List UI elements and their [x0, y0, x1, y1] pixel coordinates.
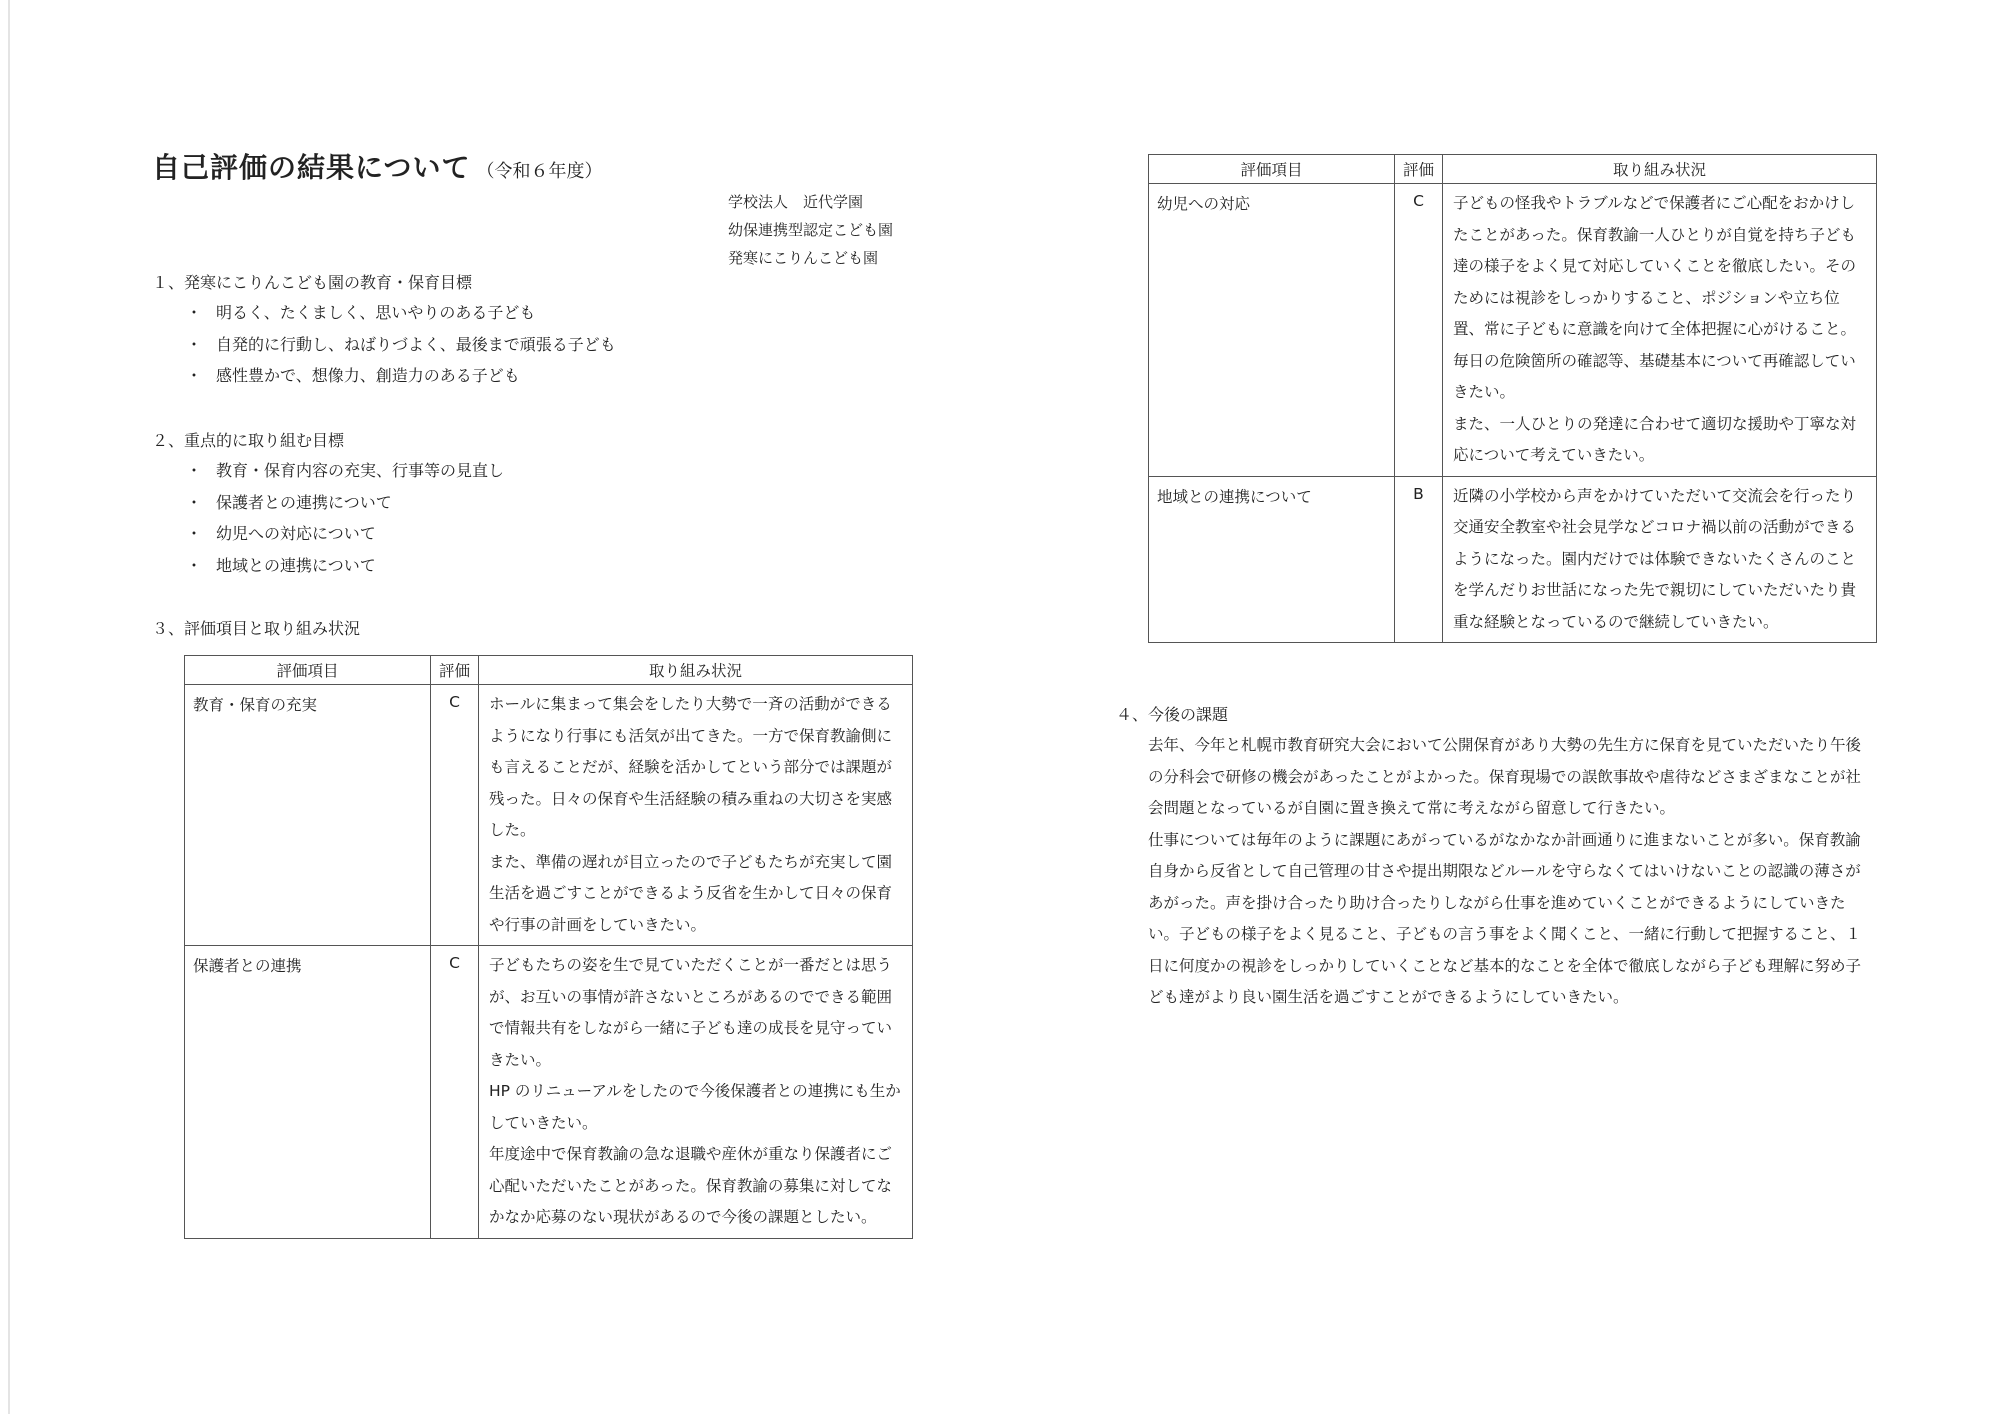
header-status: 取り組み状況	[1443, 155, 1877, 184]
section-2-heading: ２、重点的に取り組む目標	[152, 431, 345, 450]
list-item: ・ 自発的に行動し、ねばりづよく、最後まで頑張る子ども	[186, 329, 616, 361]
row-item: 地域との連携について	[1149, 476, 1395, 643]
title-text: 自己評価の結果について	[152, 151, 471, 184]
row-item: 保護者との連携	[185, 946, 431, 1239]
evaluation-table-left	[184, 655, 913, 1239]
list-item: ・ 幼児への対応について	[186, 518, 504, 550]
section-2-list	[186, 455, 504, 581]
title-year: （令和６年度）	[476, 161, 603, 182]
header-grade: 評価	[1395, 155, 1443, 184]
header-item: 評価項目	[1149, 155, 1395, 184]
list-item: ・ 保護者との連携について	[186, 487, 504, 519]
section-4-text: 去年、今年と札幌市教育研究大会において公開保育があり大勢の先生方に保育を見ていただいたり午後の分科会で研修の機会があったことがよかった。保育現場での誤飲事故や虐待などさまざまなことが社会問題となっているが自園に置き換えて常に考えながら留意して行きたい。 仕事については毎年のように課題にあがっているがなかなか計画通りに進まないことが多い。保育教諭自身から反省として自己管理の甘さや提出期限などルールを守らなくてはいけないことの認識の薄さがあがった。声を掛け合ったり助け合ったりしながら仕事を進めていくことができるようにしていきたい。子どもの様子をよく見ること、子どもの言う事をよく聞くこと、一緒に行動して把握すること、１日に何度かの視診をしっかりしていくことなど基本的なことを全体で徹底しながら子ども理解に努め子ども達がより良い園生活を過ごすことができるようにしていきたい。	[1148, 736, 1862, 1006]
row-grade: B	[1395, 476, 1443, 643]
row-grade: C	[431, 946, 479, 1239]
row-grade: C	[1395, 184, 1443, 477]
org-line-1: 学校法人 近代学園	[728, 193, 864, 211]
row-status: 近隣の小学校から声をかけていただいて交流会を行ったり交通安全教室や社会見学などコロナ禍以前の活動ができるようになった。園内だけでは体験できないたくさんのことを学んだりお世話になった先で親切にしていただいたり貴重な経験となっているので継続していきたい。	[1443, 476, 1877, 643]
list-item: ・ 地域との連携について	[186, 550, 504, 582]
section-4-heading: ４、今後の課題	[1116, 705, 1229, 724]
scan-edge	[8, 0, 10, 1414]
org-line-2: 幼保連携型認定こども園	[728, 221, 894, 239]
row-status: 子どもたちの姿を生で見ていただくことが一番だとは思うが、お互いの事情が許さないところがあるのでできる範囲で情報共有をしながら一緒に子ども達の成長を見守っていきたい。 HP のリニューアルをしたので今後保護者との連携にも生かしていきたい。 年度途中で保育教諭の急な退職や産休が重なり保護者にご心配いただいたことがあった。保育教諭の募集に対してなかなか応募のない現状があるので今後の課題としたい。	[479, 946, 913, 1239]
table-row	[185, 946, 913, 1239]
list-item: ・ 教育・保育内容の充実、行事等の見直し	[186, 455, 504, 487]
org-line-3: 発寒にこりんこども園	[728, 249, 879, 267]
table-header-row	[185, 656, 913, 685]
row-item: 幼児への対応	[1149, 184, 1395, 477]
list-item: ・ 感性豊かで、想像力、創造力のある子ども	[186, 360, 616, 392]
row-status: ホールに集まって集会をしたり大勢で一斉の活動ができるようになり行事にも活気が出てきた。一方で保育教諭側にも言えることだが、経験を活かしてという部分では課題が残った。日々の保育や生活経験の積み重ねの大切さを実感した。 また、準備の遅れが目立ったので子どもたちが充実して園生活を過ごすことができるよう反省を生かして日々の保育や行事の計画をしていきたい。	[479, 685, 913, 946]
section-1-list	[186, 297, 616, 392]
row-grade: C	[431, 685, 479, 946]
row-status: 子どもの怪我やトラブルなどで保護者にご心配をおかけしたことがあった。保育教諭一人ひとりが自覚を持ち子ども達の様子をよく見て対応していくことを徹底したい。そのためには視診をしっかりすること、ポジションや立ち位置、常に子どもに意識を向けて全体把握に心がけること。毎日の危険箇所の確認等、基礎基本について再確認していきたい。 また、一人ひとりの発達に合わせて適切な援助や丁寧な対応について考えていきたい。	[1443, 184, 1877, 477]
section-3-heading: ３、評価項目と取り組み状況	[152, 619, 361, 638]
row-item: 教育・保育の充実	[185, 685, 431, 946]
header-item: 評価項目	[185, 656, 431, 685]
table-row	[1149, 184, 1877, 477]
page-title	[152, 146, 602, 186]
table-row	[185, 685, 913, 946]
organization-block	[728, 188, 893, 272]
table-header-row	[1149, 155, 1877, 184]
header-status: 取り組み状況	[479, 656, 913, 685]
list-item: ・ 明るく、たくましく、思いやりのある子ども	[186, 297, 616, 329]
header-grade: 評価	[431, 656, 479, 685]
table-row	[1149, 476, 1877, 643]
evaluation-table-right	[1148, 154, 1877, 643]
section-1-heading: １、発寒にこりんこども園の教育・保育目標	[152, 273, 473, 292]
